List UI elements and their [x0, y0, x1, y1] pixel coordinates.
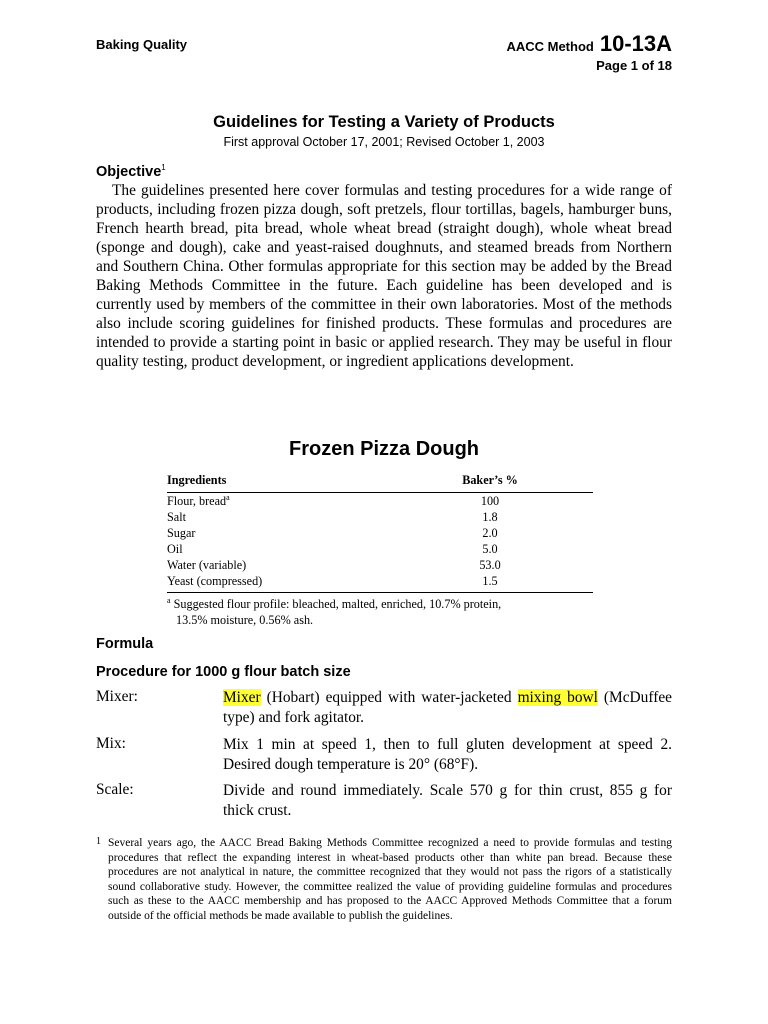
column-header-ingredients: Ingredients: [167, 473, 227, 487]
highlight-mixer: Mixer: [223, 689, 261, 706]
method-label: AACC Method: [506, 39, 594, 54]
column-header-bakers-percent: Baker’s %: [462, 473, 518, 487]
step-text-mixer: [223, 688, 672, 728]
ingredient-cell: Sugar: [167, 526, 196, 540]
table-row: [167, 526, 593, 542]
step-text-scale: Divide and round immediately. Scale 570 g for thin crust, 855 g for thick crust.: [223, 782, 672, 819]
footnote-reference: 1: [161, 163, 166, 172]
table-row: [167, 510, 593, 526]
document-title: Guidelines for Testing a Variety of Products: [213, 113, 555, 131]
ingredient-cell: Oil: [167, 542, 183, 556]
table-row: [167, 494, 593, 510]
step-label-scale: Scale:: [96, 781, 134, 798]
step-label-mixer: Mixer:: [96, 688, 138, 705]
procedure-heading: Procedure for 1000 g flour batch size: [96, 664, 351, 680]
percent-cell: 5.0: [482, 542, 498, 556]
percent-cell: 2.0: [482, 526, 498, 540]
objective-heading-text: Objective: [96, 163, 162, 180]
footnote-text: Several years ago, the AACC Bread Baking Methods Committee recognized a need to provide formulas and testing procedures that reflect the expanding interest in wheat-based products other than white pan bread. Because these procedures are not analytical in nature, the committee recognized that they would not pass the rigors of a statistically sound collaborative study. However, the committee realized the value of providing guideline formulas and procedures such as these to the AACC membership and has proposed to the AACC Approved Methods Committee that a forum outside of the official methods be made available to publish the guidelines.: [108, 837, 672, 922]
table-note: [167, 596, 593, 628]
ingredients-table: [167, 472, 593, 593]
ingredient-cell: Yeast (compressed): [167, 574, 263, 588]
header-method: [506, 31, 672, 57]
percent-cell: 100: [480, 494, 500, 508]
section-title: Frozen Pizza Dough: [289, 438, 479, 460]
page-indicator: Page 1 of 18: [596, 58, 672, 73]
header-section-label: Baking Quality: [96, 37, 188, 52]
step-label-mix: Mix:: [96, 735, 126, 752]
objective-heading: [96, 163, 166, 180]
footnote-mark: 1: [96, 836, 101, 847]
footnote: [96, 836, 672, 923]
table-header-row: [167, 472, 593, 493]
table-row: [167, 574, 593, 590]
table-row: [167, 558, 593, 574]
table-note-ref: a: [226, 492, 230, 502]
ingredient-cell: Water (variable): [167, 558, 247, 572]
highlight-mixing-bowl: mixing bowl: [517, 689, 598, 706]
table-body: [167, 493, 593, 593]
step-text-mixer-mid: (Hobart) equipped with water-jacketed: [260, 689, 518, 706]
document-subtitle: First approval October 17, 2001; Revised October 1, 2003: [223, 135, 545, 149]
ingredient-cell: [167, 494, 230, 509]
step-text-mix: Mix 1 min at speed 1, then to full gluten development at speed 2. Desired dough temperature is 20° (68°F).: [223, 736, 672, 773]
step-text-mixer-end: (McDuffee type) and fork agitator.: [223, 689, 673, 726]
formula-heading: Formula: [96, 636, 154, 652]
percent-cell: 53.0: [479, 558, 501, 572]
percent-cell: 1.5: [482, 574, 498, 588]
ingredient-cell: Salt: [167, 510, 186, 524]
table-row: [167, 542, 593, 558]
table-note-text-1: Suggested flour profile: bleached, malted, enriched, 10.7% protein,: [173, 597, 502, 611]
objective-paragraph: The guidelines presented here cover formulas and testing procedures for a wide range of products, including frozen pizza dough, soft pretzels, flour tortillas, bagels, hamburger buns, French hearth bread, pita bread, whole wheat bread (straight dough), whole wheat bread (sponge and dough), cake and yeast-raised doughnuts, and steamed breads from Northern and Southern China. Other formulas appropriate for this section may be added by the Bread Baking Methods Committee in the future. Each guideline has been developed and is currently used by members of the committee in their own laboratories. Most of the methods also include scoring guidelines for finished products. These formulas and procedures are intended to provide a starting point in basic or applied research. They may be useful in flour quality testing, product development, or ingredient applications development.: [96, 182, 672, 370]
table-note-mark: a: [167, 595, 171, 605]
table-note-line-2: 13.5% moisture, 0.56% ash.: [176, 613, 314, 627]
table-note-line-1: [167, 596, 593, 612]
method-number: 10-13A: [599, 31, 672, 56]
percent-cell: 1.8: [482, 510, 498, 524]
ingredient-name: Flour, bread: [167, 494, 227, 508]
